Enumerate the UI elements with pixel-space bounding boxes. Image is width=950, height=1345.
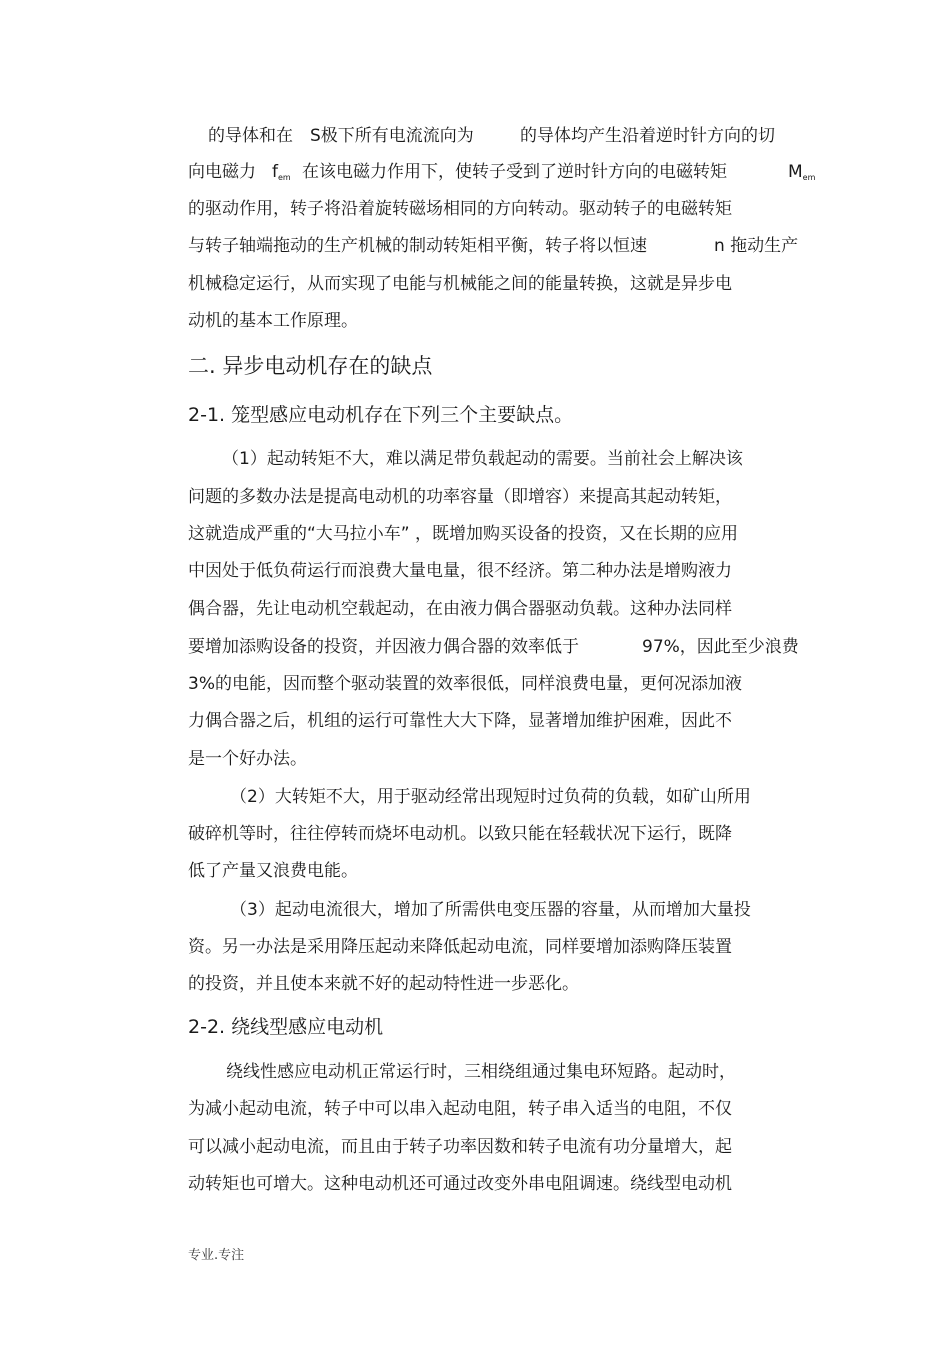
body-text-line [208, 124, 293, 148]
body-text-line [188, 160, 256, 184]
text-segment: 在该电磁力作用下，使转子受到了逆时针方向的电磁转矩 [302, 162, 727, 182]
body-text-line: 偶合器，先让电动机空载起动，在由液力偶合器驱动负载。这种办法同样 [188, 599, 732, 619]
page-footer: 专业.专注 [188, 1248, 245, 1263]
body-text-line [188, 635, 579, 659]
symbol-f: f [272, 162, 278, 182]
body-text-line: 的投资，并且使本来就不好的起动特性进一步恶化。 [188, 974, 579, 994]
body-text-line: 绕线性感应电动机正常运行时，三相绕组通过集电环短路。起动时， [226, 1062, 736, 1082]
body-text-line: 为减小起动电流，转子中可以串入起动电阻，转子串入适当的电阻，不仅 [188, 1099, 732, 1119]
body-text-line [642, 635, 799, 659]
body-text-line [714, 234, 798, 258]
text-segment: n 拖动生产 [714, 236, 799, 256]
body-text-line: 动机的基本工作原理。 [188, 311, 358, 331]
symbol-M: M [788, 162, 803, 182]
text-segment: 97%，因此至少浪费 [642, 637, 799, 657]
body-text-line [520, 124, 775, 148]
body-text-line: 破碎机等时，往往停转而烧坏电动机。以致只能在轻载状况下运行，既降 [188, 824, 732, 844]
body-text-line [302, 160, 727, 184]
body-text-line: 低了产量又浪费电能。 [188, 861, 358, 881]
subscript-em: em [802, 173, 816, 182]
subscript-em: em [278, 173, 291, 182]
formula-f-em [272, 160, 291, 190]
body-text-line: 3%的电能，因而整个驱动装置的效率很低，同样浪费电量，更何况添加液 [188, 674, 742, 694]
text-segment: 的导体和在 [208, 126, 293, 146]
body-text-line: （2）大转矩不大，用于驱动经常出现短时过负荷的负载，如矿山所用 [230, 787, 751, 807]
body-text-line: 动转矩也可增大。这种电动机还可通过改变外串电阻调速。绕线型电动机 [188, 1174, 732, 1194]
text-segment: 与转子轴端拖动的生产机械的制动转矩相平衡，转子将以恒速 [188, 236, 647, 256]
subsection-heading: 2-2. 绕线型感应电动机 [188, 1016, 384, 1038]
text-segment: 要增加添购设备的投资，并因液力偶合器的效率低于 [188, 637, 579, 657]
section-heading: 二. 异步电动机存在的缺点 [188, 354, 433, 378]
body-text-line: 可以减小起动电流，而且由于转子功率因数和转子电流有功分量增大，起 [188, 1137, 732, 1157]
subsection-heading: 2-1. 笼型感应电动机存在下列三个主要缺点。 [188, 404, 574, 426]
text-segment: 向电磁力 [188, 162, 256, 182]
formula-M-em [788, 160, 815, 190]
body-text-line: （1）起动转矩不大，难以满足带负载起动的需要。当前社会上解决该 [222, 449, 743, 469]
body-text-line: 是一个好办法。 [188, 749, 307, 769]
body-text-line: （3）起动电流很大，增加了所需供电变压器的容量，从而增加大量投 [230, 900, 751, 920]
body-text-line: 中因处于低负荷运行而浪费大量电量，很不经济。第二种办法是增购液力 [188, 561, 732, 581]
body-text-line: 这就造成严重的“大马拉小车” ，既增加购买设备的投资，又在长期的应用 [188, 524, 739, 544]
text-segment: 的导体均产生沿着逆时针方向的切 [520, 126, 775, 146]
body-text-line: 的驱动作用，转子将沿着旋转磁场相同的方向转动。驱动转子的电磁转矩 [188, 199, 732, 219]
text-segment: S极下所有电流流向为 [310, 126, 474, 146]
body-text-line: 机械稳定运行，从而实现了电能与机械能之间的能量转换，这就是异步电 [188, 274, 732, 294]
body-text-line [188, 234, 647, 258]
body-text-line: 力偶合器之后，机组的运行可靠性大大下降，显著增加维护困难，因此不 [188, 711, 732, 731]
body-text-line [310, 124, 474, 148]
body-text-line: 问题的多数办法是提高电动机的功率容量（即增容）来提高其起动转矩， [188, 487, 732, 507]
body-text-line: 资。另一办法是采用降压起动来降低起动电流，同样要增加添购降压装置 [188, 937, 732, 957]
